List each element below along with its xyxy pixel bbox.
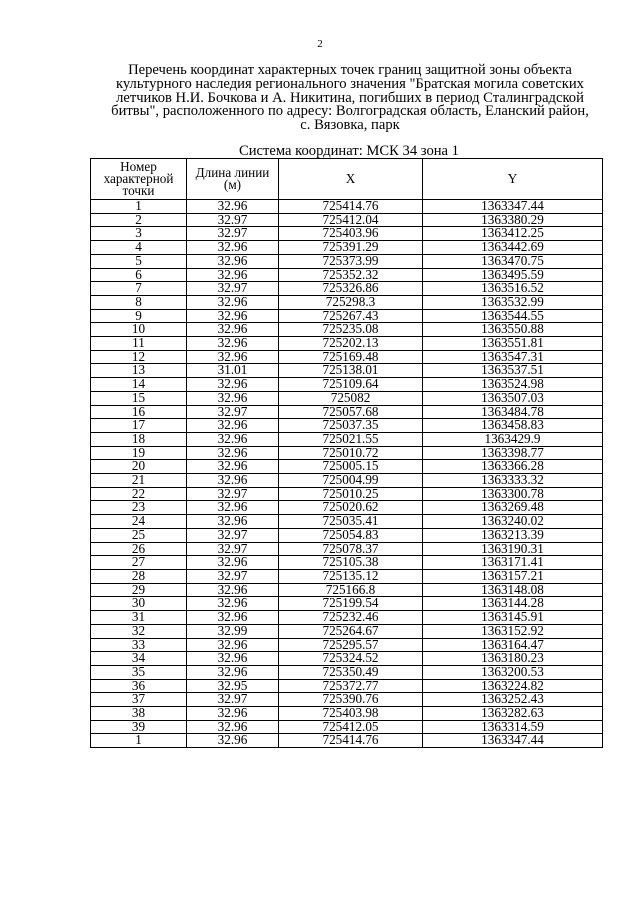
cell-point-number: 39 (91, 720, 187, 734)
cell-line-length: 32.96 (187, 597, 279, 611)
cell-line-length: 31.01 (187, 364, 279, 378)
cell-y: 1363366.28 (423, 460, 603, 474)
cell-line-length: 32.95 (187, 679, 279, 693)
cell-point-number: 3 (91, 227, 187, 241)
table-row (91, 665, 603, 679)
cell-point-number: 25 (91, 528, 187, 542)
cell-point-number: 9 (91, 309, 187, 323)
title-line: Перечень координат характерных точек границ защитной зоны объекта (128, 62, 572, 78)
table-row (91, 460, 603, 474)
cell-y: 1363551.81 (423, 337, 603, 351)
table-row (91, 652, 603, 666)
cell-point-number: 34 (91, 652, 187, 666)
table-row (91, 364, 603, 378)
cell-point-number: 18 (91, 432, 187, 446)
cell-x: 725412.04 (279, 213, 423, 227)
table-row (91, 556, 603, 570)
cell-point-number: 1 (91, 734, 187, 748)
cell-line-length: 32.96 (187, 419, 279, 433)
cell-x: 725037.35 (279, 419, 423, 433)
cell-point-number: 27 (91, 556, 187, 570)
cell-x: 725021.55 (279, 432, 423, 446)
table-row (91, 707, 603, 721)
cell-y: 1363157.21 (423, 569, 603, 583)
cell-point-number: 5 (91, 254, 187, 268)
cell-y: 1363333.32 (423, 474, 603, 488)
cell-line-length: 32.99 (187, 624, 279, 638)
cell-y: 1363495.59 (423, 268, 603, 282)
cell-line-length: 32.96 (187, 665, 279, 679)
table-row (91, 734, 603, 748)
cell-y: 1363507.03 (423, 391, 603, 405)
cell-line-length: 32.96 (187, 474, 279, 488)
cell-y: 1363314.59 (423, 720, 603, 734)
cell-y: 1363537.51 (423, 364, 603, 378)
cell-line-length: 32.96 (187, 583, 279, 597)
cell-x: 725412.05 (279, 720, 423, 734)
cell-line-length: 32.97 (187, 282, 279, 296)
cell-line-length: 32.97 (187, 693, 279, 707)
cell-line-length: 32.97 (187, 528, 279, 542)
cell-line-length: 32.97 (187, 542, 279, 556)
cell-y: 1363269.48 (423, 501, 603, 515)
cell-x: 725403.96 (279, 227, 423, 241)
table-row (91, 323, 603, 337)
table-row (91, 624, 603, 638)
table-row (91, 282, 603, 296)
cell-x: 725372.77 (279, 679, 423, 693)
cell-point-number: 35 (91, 665, 187, 679)
cell-x: 725020.62 (279, 501, 423, 515)
cell-x: 725414.76 (279, 734, 423, 748)
cell-y: 1363429.9 (423, 432, 603, 446)
cell-point-number: 6 (91, 268, 187, 282)
page-number: 2 (317, 38, 323, 50)
cell-y: 1363347.44 (423, 200, 603, 214)
cell-point-number: 20 (91, 460, 187, 474)
table-row (91, 474, 603, 488)
title-line: с. Вязовка, парк (300, 117, 400, 134)
table-header-row (91, 159, 603, 200)
cell-x: 725352.32 (279, 268, 423, 282)
cell-y: 1363458.83 (423, 419, 603, 433)
table-row (91, 378, 603, 392)
cell-x: 725264.67 (279, 624, 423, 638)
cell-point-number: 19 (91, 446, 187, 460)
table-body (91, 200, 603, 748)
table-row (91, 419, 603, 433)
cell-x: 725403.98 (279, 707, 423, 721)
cell-line-length: 32.96 (187, 515, 279, 529)
table-row (91, 528, 603, 542)
table-row (91, 213, 603, 227)
table-row (91, 268, 603, 282)
title-line: культурного наследия регионального значения "Братская могила советских (116, 75, 584, 92)
cell-point-number: 21 (91, 474, 187, 488)
cell-line-length: 32.96 (187, 638, 279, 652)
table-row (91, 487, 603, 501)
cell-y: 1363213.39 (423, 528, 603, 542)
cell-x: 725232.46 (279, 611, 423, 625)
cell-x: 725082 (279, 391, 423, 405)
cell-y: 1363148.08 (423, 583, 603, 597)
coordinates-table (90, 158, 603, 748)
cell-line-length: 32.96 (187, 309, 279, 323)
cell-line-length: 32.97 (187, 487, 279, 501)
table-row (91, 241, 603, 255)
cell-y: 1363180.23 (423, 652, 603, 666)
cell-point-number: 22 (91, 487, 187, 501)
cell-y: 1363484.78 (423, 405, 603, 419)
cell-line-length: 32.96 (187, 734, 279, 748)
cell-y: 1363398.77 (423, 446, 603, 460)
cell-point-number: 16 (91, 405, 187, 419)
cell-point-number: 8 (91, 295, 187, 309)
cell-y: 1363300.78 (423, 487, 603, 501)
cell-x: 725010.25 (279, 487, 423, 501)
cell-line-length: 32.96 (187, 556, 279, 570)
cell-y: 1363282.63 (423, 707, 603, 721)
table-row (91, 501, 603, 515)
cell-point-number: 30 (91, 597, 187, 611)
cell-y: 1363544.55 (423, 309, 603, 323)
cell-line-length: 32.96 (187, 350, 279, 364)
header-point-number: Номер характерной точки (91, 159, 187, 200)
cell-line-length: 32.96 (187, 200, 279, 214)
cell-x: 725390.76 (279, 693, 423, 707)
cell-point-number: 33 (91, 638, 187, 652)
cell-y: 1363516.52 (423, 282, 603, 296)
cell-line-length: 32.96 (187, 268, 279, 282)
cell-x: 725166.8 (279, 583, 423, 597)
cell-y: 1363532.99 (423, 295, 603, 309)
cell-y: 1363144.28 (423, 597, 603, 611)
cell-x: 725373.99 (279, 254, 423, 268)
cell-x: 725054.83 (279, 528, 423, 542)
cell-x: 725326.86 (279, 282, 423, 296)
cell-line-length: 32.96 (187, 707, 279, 721)
table-row (91, 720, 603, 734)
table-row (91, 391, 603, 405)
cell-x: 725267.43 (279, 309, 423, 323)
table-row (91, 611, 603, 625)
cell-x: 725199.54 (279, 597, 423, 611)
table-row (91, 583, 603, 597)
coordinate-system-caption: Система координат: МСК 34 зона 1 (239, 143, 459, 159)
cell-line-length: 32.96 (187, 378, 279, 392)
table-row (91, 542, 603, 556)
cell-y: 1363524.98 (423, 378, 603, 392)
title-line: битвы", расположенного по адресу: Волгоградская область, Еланский район, (111, 103, 589, 120)
cell-x: 725010.72 (279, 446, 423, 460)
cell-x: 725414.76 (279, 200, 423, 214)
cell-line-length: 32.96 (187, 460, 279, 474)
cell-x: 725391.29 (279, 241, 423, 255)
cell-line-length: 32.97 (187, 227, 279, 241)
cell-y: 1363145.91 (423, 611, 603, 625)
cell-point-number: 11 (91, 337, 187, 351)
cell-y: 1363380.29 (423, 213, 603, 227)
cell-point-number: 23 (91, 501, 187, 515)
cell-x: 725295.57 (279, 638, 423, 652)
table-row (91, 254, 603, 268)
cell-y: 1363240.02 (423, 515, 603, 529)
title-line: летчиков Н.И. Бочкова и А. Никитина, погибших в период Сталинградской (116, 89, 584, 106)
table-row (91, 693, 603, 707)
table-row (91, 309, 603, 323)
cell-point-number: 15 (91, 391, 187, 405)
cell-x: 725298.3 (279, 295, 423, 309)
cell-x: 725324.52 (279, 652, 423, 666)
cell-point-number: 17 (91, 419, 187, 433)
header-line-length: Длина линии (м) (187, 159, 279, 200)
cell-point-number: 4 (91, 241, 187, 255)
cell-point-number: 29 (91, 583, 187, 597)
document-title (90, 64, 610, 133)
cell-y: 1363164.47 (423, 638, 603, 652)
cell-y: 1363442.69 (423, 241, 603, 255)
table-row (91, 405, 603, 419)
cell-point-number: 28 (91, 569, 187, 583)
cell-line-length: 32.96 (187, 391, 279, 405)
cell-y: 1363224.82 (423, 679, 603, 693)
cell-x: 725169.48 (279, 350, 423, 364)
cell-point-number: 7 (91, 282, 187, 296)
cell-x: 725202.13 (279, 337, 423, 351)
table-row (91, 679, 603, 693)
cell-point-number: 32 (91, 624, 187, 638)
table-row (91, 597, 603, 611)
cell-point-number: 24 (91, 515, 187, 529)
cell-y: 1363200.53 (423, 665, 603, 679)
cell-x: 725078.37 (279, 542, 423, 556)
cell-line-length: 32.96 (187, 337, 279, 351)
cell-point-number: 1 (91, 200, 187, 214)
cell-y: 1363347.44 (423, 734, 603, 748)
cell-x: 725057.68 (279, 405, 423, 419)
table-row (91, 337, 603, 351)
table-row (91, 446, 603, 460)
cell-x: 725035.41 (279, 515, 423, 529)
cell-y: 1363470.75 (423, 254, 603, 268)
cell-point-number: 10 (91, 323, 187, 337)
cell-line-length: 32.96 (187, 432, 279, 446)
header-y: Y (423, 159, 603, 200)
table-row (91, 569, 603, 583)
cell-y: 1363547.31 (423, 350, 603, 364)
table-row (91, 200, 603, 214)
cell-line-length: 32.96 (187, 720, 279, 734)
cell-point-number: 36 (91, 679, 187, 693)
cell-point-number: 2 (91, 213, 187, 227)
cell-y: 1363171.41 (423, 556, 603, 570)
cell-point-number: 12 (91, 350, 187, 364)
header-x: X (279, 159, 423, 200)
cell-x: 725138.01 (279, 364, 423, 378)
table-row (91, 295, 603, 309)
cell-line-length: 32.97 (187, 569, 279, 583)
cell-x: 725135.12 (279, 569, 423, 583)
cell-line-length: 32.96 (187, 611, 279, 625)
cell-point-number: 37 (91, 693, 187, 707)
table-row (91, 638, 603, 652)
cell-y: 1363550.88 (423, 323, 603, 337)
cell-line-length: 32.96 (187, 652, 279, 666)
cell-y: 1363152.92 (423, 624, 603, 638)
table-row (91, 350, 603, 364)
cell-point-number: 14 (91, 378, 187, 392)
cell-line-length: 32.96 (187, 295, 279, 309)
cell-point-number: 13 (91, 364, 187, 378)
cell-x: 725350.49 (279, 665, 423, 679)
cell-point-number: 38 (91, 707, 187, 721)
cell-line-length: 32.96 (187, 446, 279, 460)
cell-point-number: 26 (91, 542, 187, 556)
cell-line-length: 32.96 (187, 323, 279, 337)
table-row (91, 227, 603, 241)
cell-line-length: 32.97 (187, 405, 279, 419)
cell-x: 725109.64 (279, 378, 423, 392)
cell-x: 725005.15 (279, 460, 423, 474)
cell-x: 725004.99 (279, 474, 423, 488)
cell-y: 1363190.31 (423, 542, 603, 556)
cell-x: 725235.08 (279, 323, 423, 337)
cell-y: 1363412.25 (423, 227, 603, 241)
cell-line-length: 32.97 (187, 213, 279, 227)
cell-x: 725105.38 (279, 556, 423, 570)
cell-line-length: 32.96 (187, 241, 279, 255)
cell-y: 1363252.43 (423, 693, 603, 707)
cell-point-number: 31 (91, 611, 187, 625)
cell-line-length: 32.96 (187, 501, 279, 515)
table-row (91, 515, 603, 529)
cell-line-length: 32.96 (187, 254, 279, 268)
table-row (91, 432, 603, 446)
